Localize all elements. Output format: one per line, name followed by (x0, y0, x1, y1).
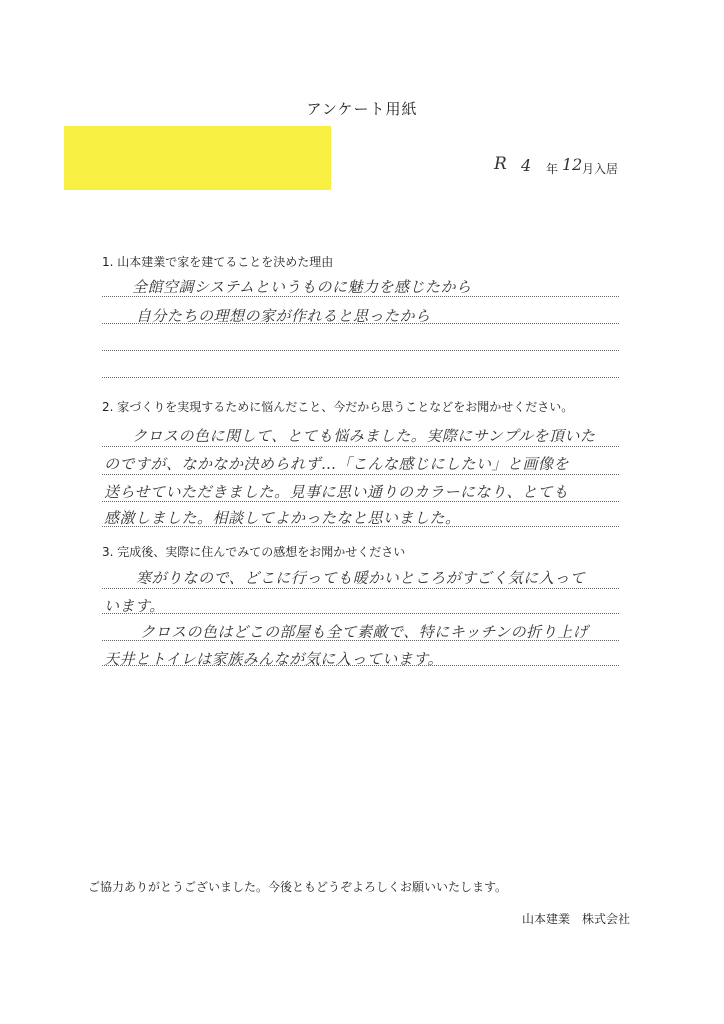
answer-2-line-1: クロスの色に関して、とても悩みました。実際にサンプルを頂いた (132, 427, 596, 445)
answer-3-line-3: クロスの色はどこの部屋も全て素敵で、特にキッチンの折り上げ (140, 623, 589, 641)
answer-line (102, 588, 619, 589)
answer-line (102, 350, 619, 351)
answer-2-line-2: のですが、なかなか決められず…「こんな感じにしたい」と画像を (104, 455, 570, 473)
answer-line (102, 613, 619, 614)
question-1: 1. 山本建業で家を建てることを決めた理由 (102, 255, 334, 269)
answer-line (102, 323, 619, 324)
question-2: 2. 家づくりを実現するために悩んだこと、今だから思うことなどをお聞かせください。 (102, 400, 574, 414)
thanks-message: ご協力ありがとうございました。今後ともどうぞよろしくお願いいたします。 (88, 880, 508, 894)
month-label: 月入居 (582, 162, 619, 176)
year-label: 年 (546, 162, 559, 176)
answer-1-line-2: 自分たちの理想の家が作れると思ったから (136, 307, 431, 325)
answer-3-line-4: 天井とトイレは家族みんなが気に入っています。 (104, 650, 444, 668)
company-name: 山本建業 株式会社 (522, 912, 631, 926)
form-title: アンケート用紙 (306, 100, 418, 118)
answer-2-line-3: 送らせていただきました。見事に思い通りのカラーになり、とても (104, 483, 569, 501)
answer-2-line-4: 感激しました。相談してよかったなと思いました。 (104, 509, 461, 527)
move-in-month: 12 (562, 155, 583, 174)
answer-line (102, 296, 619, 297)
answer-line (102, 665, 619, 666)
move-in-era: R (494, 154, 507, 174)
answer-line (102, 501, 619, 502)
answer-line (102, 446, 619, 447)
answer-line (102, 474, 619, 475)
question-3: 3. 完成後、実際に住んでみての感想をお聞かせください (102, 545, 406, 559)
answer-3-line-1: 寒がりなので、どこに行っても暖かいところがすごく気に入って (136, 569, 586, 587)
answer-line (102, 640, 619, 641)
answer-3-line-2: います。 (104, 597, 165, 615)
name-redaction (64, 126, 331, 190)
answer-line (102, 377, 619, 378)
answer-1-line-1: 全館空調システムというものに魅力を感じたから (132, 278, 472, 296)
answer-line (102, 526, 619, 527)
move-in-year: 4 (521, 156, 532, 175)
